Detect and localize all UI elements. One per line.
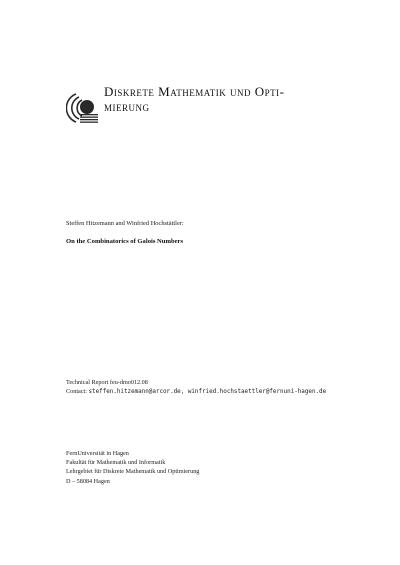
contact-emails[interactable]: steffen.hitzemann@arcor.de, winfried.hochstaettler@fernuni-hagen.de (88, 389, 327, 395)
contact-label: Contact: (66, 388, 87, 395)
department-title-line2: mierung (104, 99, 150, 114)
department-title-line1: Diskrete Mathematik und Opti- (104, 84, 285, 99)
address (66, 449, 199, 486)
address-line-chair: Lehrgebiet für Diskrete Mathematik und Optimierung (66, 468, 200, 476)
address-line-faculty: Fakultät für Mathematik und Informatik (66, 459, 166, 467)
report-info (66, 378, 326, 397)
paper-title: On the Combinatorics of Galois Numbers (66, 238, 184, 245)
department-title (104, 84, 304, 114)
fernuni-logo-icon (66, 90, 100, 126)
address-line-university: FernUniversität in Hagen (66, 450, 129, 457)
contact-line (66, 387, 326, 397)
report-number: Technical Report feu-dmo012.08 (66, 379, 148, 386)
authors: Steffen Hitzemann and Winfried Hochstättler: (66, 220, 184, 227)
address-line-city: D – 58084 Hagen (66, 477, 110, 485)
